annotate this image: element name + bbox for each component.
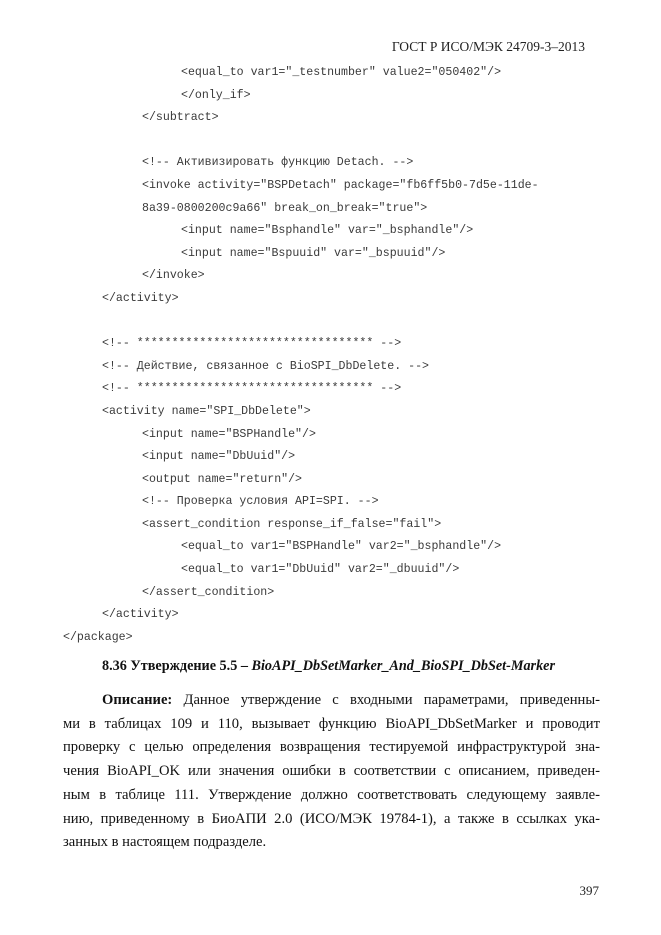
code-line: <input name="Bsphandle" var="_bsphandle"/> [181, 224, 474, 238]
code-blank-line [63, 130, 623, 153]
paragraph-line: ми в таблицах 109 и 110, вызывает функцию BioAPI_DbSetMarker и проводит [63, 715, 600, 732]
code-line: <input name="DbUuid"/> [142, 450, 296, 464]
code-line: </activity> [102, 608, 179, 622]
code-line: <invoke activity="BSPDetach" package="fb6ff5b0-7d5e-11de- [142, 178, 539, 192]
paragraph-line: нию, приведенному в БиоАПИ 2.0 (ИСО/МЭК 19784-1), а также в ссылках ука- [63, 810, 600, 827]
code-line: </package> [63, 630, 133, 644]
paragraph-line [63, 689, 600, 713]
code-line: <activity name="SPI_DbDelete"> [102, 404, 311, 418]
section-name: BioAPI_DbSetMarker_And_BioSPI_DbSet-Marker [251, 658, 555, 674]
code-line: <!-- Проверка условия API=SPI. --> [142, 495, 379, 509]
code-line: <equal_to var1="BSPHandle" var2="_bsphandle"/> [181, 540, 502, 554]
paragraph-line: занных в настоящем подразделе. [63, 834, 267, 851]
code-line: <!-- ********************************** --> [102, 337, 402, 351]
code-line: <equal_to var1="DbUuid" var2="_dbuuid"/> [181, 563, 460, 577]
code-line: <input name="BSPHandle"/> [142, 427, 316, 441]
code-line: <input name="Bspuuid" var="_bspuuid"/> [181, 246, 446, 260]
code-line: </only_if> [181, 88, 251, 102]
code-line: <assert_condition response_if_false="fail"> [142, 517, 442, 531]
paragraph-line: чения BioAPI_OK или значения ошибки в соответствии с описанием, приведен- [63, 763, 600, 780]
code-line: <!-- Действие, связанное с BioSPI_DbDelete. --> [102, 359, 429, 373]
paragraph-line-text: Данное утверждение с входными параметрами, приведенны- [172, 692, 600, 708]
code-line: </activity> [102, 291, 179, 305]
code-line: </subtract> [142, 111, 219, 125]
page-number: 397 [579, 883, 599, 898]
document-header: ГОСТ Р ИСО/МЭК 24709-3–2013 [391, 39, 585, 54]
code-line: <output name="return"/> [142, 472, 303, 486]
code-line: </invoke> [142, 269, 205, 283]
description-label: Описание: [102, 692, 173, 708]
code-line: </assert_condition> [142, 585, 275, 599]
section-number-title: 8.36 Утверждение 5.5 – [102, 658, 252, 674]
section-heading [102, 658, 555, 675]
code-listing [63, 62, 623, 649]
code-line: <!-- ********************************** --> [102, 382, 402, 396]
code-line: <!-- Активизировать функцию Detach. --> [142, 156, 414, 170]
code-blank-line [63, 311, 623, 334]
paragraph-line: ным в таблице 111. Утверждение должно соответствовать следующему заявле- [63, 786, 600, 803]
code-line: <equal_to var1="_testnumber" value2="050402"/> [181, 66, 502, 79]
paragraph-line: проверку с целью определения возвращения тестируемой инфраструктурой зна- [63, 739, 600, 756]
description-paragraph [63, 689, 600, 855]
code-line: 8a39-0800200c9a66" break_on_break="true"> [142, 201, 428, 215]
